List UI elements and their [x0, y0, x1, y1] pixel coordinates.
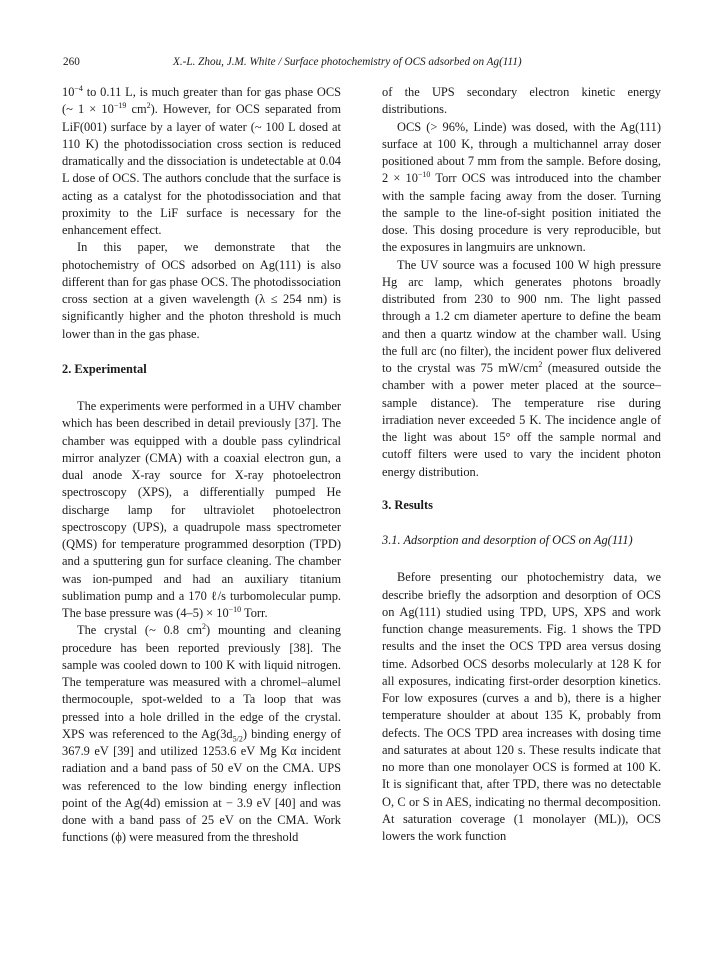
section-heading: 2. Experimental [62, 361, 147, 376]
paragraph: of the UPS secondary electron kinetic energy distributions. [382, 85, 661, 117]
paragraph: OCS (> 96%, Linde) was dosed, with the Ag(111) surface at 100 K, through a multichannel array doser positioned about 7 mm from the sample. Before dosing, $2 \times 10^{-10}$ Torr OCS was introduced into the chamber with the sample facing away from the doser. Turning the sample to the line-of-sight position initiated the dose. This dosing procedure is very reproducible, but the exposures in langmuirs are unknown. [382, 119, 661, 255]
paragraph: Before presenting our photochemistry data, we describe briefly the adsorption and desorption of OCS on Ag(111) studied using TPD, UPS, XPS and work function change measurements. Fig. 1 shows the TPD results and the inset the OCS TPD area versus dosing time. Adsorbed OCS desorbs molecularly at 128 K for all exposures, indicating first-order desorption kinetics. For low exposures (curves a and b), there is a higher temperature shoulder at about 135 K, probably from defects. The OCS TPD area increases with dosing time and saturates at about 120 s. These results indicate that no more than one monolayer OCS is formed at 100 K. It is significant that, after TPD, there was no detectable O, C or S in AES, indicating no thermal decomposition. At saturation coverage (1 monolayer (ML)), OCS lowers the work function [382, 570, 661, 843]
page-number: 260 [63, 56, 80, 68]
section-heading: 3. Results [382, 497, 433, 512]
paragraph: The experiments were performed in a UHV chamber which has been described in detail previously [37]. The chamber was equipped with a double pass cylindrical mirror analyzer (CMA) with a coaxial electron gun, a dual anode X-ray source for X-ray photoelectron spectroscopy (XPS), a differentially pumped He discharge lamp for ultraviolet photoelectron spectroscopy (UPS), a quadrupole mass spectrometer (QMS) for temperature programmed desorption (TPD) and a sputtering gun for surface cleaning. The chamber was ion-pumped and had an auxiliary titanium sublimation pump and a 170 ℓ/s turbomolecular pump. The base pressure was $(4-5) \times 10^{-10}$ Torr. [62, 399, 341, 620]
left-column [62, 84, 341, 847]
running-head: X.-L. Zhou, J.M. White / Surface photochemistry of OCS adsorbed on Ag(111) [173, 56, 522, 68]
paragraph: The crystal (~ 0.8 $cm^2$) mounting and cleaning procedure has been reported previously [38]. The sample was cooled down to 100 K with liquid nitrogen. The temperature was measured with a chromel–alumel thermocouple, spot-welded to a Ta loop that was pressed into a hole drilled in the edge of the crystal. XPS was referenced to the $Ag(3d_{5/2})$ binding energy of 367.9 eV [39] and utilized 1253.6 eV Mg Kα incident radiation and a band pass of 50 eV on the CMA. UPS was referenced to the low binding energy inflection point of the Ag(4d) emission at − 3.9 eV [40] and was done with a band pass of 25 eV on the CMA. Work functions (ϕ) were measured from the threshold [62, 622, 342, 845]
paragraph: In this paper, we demonstrate that the photochemistry of OCS adsorbed on Ag(111) is also different than for gas phase OCS. The photodissociation cross section at a given wavelength (λ ≤ 254 nm) is significantly higher and the photon threshold is much lower than in the gas phase. [62, 240, 341, 341]
paragraph: The UV source was a focused 100 W high pressure Hg arc lamp, which generates photons broadly distributed from 230 to 900 nm. The light passed through a 1.2 cm diameter aperture to define the beam and then a quartz window at the chamber wall. Using the full arc (no filter), the incident power flux delivered to the crystal was 75 $mW/cm^2$ (measured outside the chamber with a power meter placed at the source–sample distance). The temperature rise during irradiation never exceeded 5 K. The incidence angle of the light was about 15° off the sample normal and cutoff filters were used to vary the incident photon energy distribution. [382, 257, 661, 479]
paragraph: $10^{-4}$ to 0.11 L, is much greater than for gas phase OCS (~ $1 \times 10^{-19}$ $cm^2$). However, for OCS separated from LiF(001) surface by a layer of water (~ 100 L dosed at 110 K) the photodissociation cross section is reduced dramatically and the dissociation is undetectable at 0.04 L dose of OCS. The authors conclude that the surface is acting as a catalyst for the photodissociation and that proximity to the LiF surface is necessary for the enhancement effect. [62, 83, 341, 237]
subsection-heading: 3.1. Adsorption and desorption of OCS on Ag(111) [382, 533, 633, 547]
right-column [382, 84, 661, 845]
page-header [63, 56, 660, 74]
